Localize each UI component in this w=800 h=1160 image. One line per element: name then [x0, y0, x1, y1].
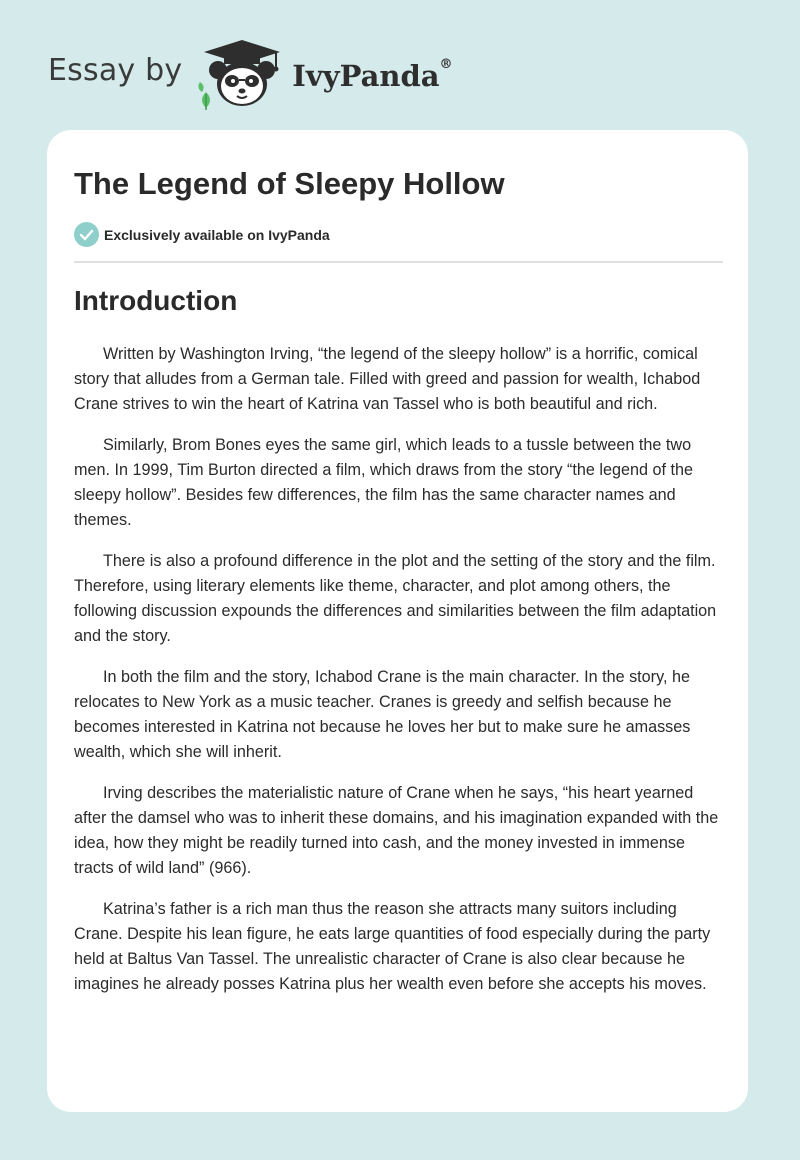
paragraph: There is also a profound difference in the plot and the setting of the story and the film. Therefore, using literary elements like theme, character, and plot among others, the following discussion expounds the differences and similarities between the film adaptation and the story.	[74, 552, 717, 645]
paragraph: In both the film and the story, Ichabod Crane is the main character. In the story, he relocates to New York as a music teacher. Cranes is greedy and selfish because he becomes interested in Katrina not because he loves her but to make sure he amasses wealth, which she will inherit.	[74, 668, 691, 761]
check-icon	[74, 222, 99, 247]
paragraph: Written by Washington Irving, “the legend of the sleepy hollow” is a horrific, comical story that alludes from a German tale. Filled with greed and passion for wealth, Ichabod Crane strives to win the heart of Katrina van Tassel who is both beautiful and rich.	[74, 345, 701, 413]
page-title: The Legend of Sleepy Hollow	[74, 166, 505, 201]
brand-name[interactable]	[292, 59, 452, 93]
exclusive-badge	[74, 222, 330, 247]
section-heading: Introduction	[74, 285, 238, 316]
title-divider	[74, 261, 723, 263]
paragraph: Katrina’s father is a rich man thus the reason she attracts many suitors including Crane. Despite his lean figure, he eats large quantities of food especially during the party held at Baltus Van Tassel. The unrealistic character of Crane is also clear because he imagines he already posses Katrina plus her wealth even before she accepts his moves.	[74, 900, 711, 993]
article-card	[47, 130, 748, 1112]
paragraph: Similarly, Brom Bones eyes the same girl, which leads to a tussle between the two men. In 1999, Tim Burton directed a film, which draws from the story “the legend of the sleepy hollow”. Besides few differences, the film has the same character names and themes.	[74, 436, 694, 529]
exclusive-badge-label: Exclusively available on IvyPanda	[104, 226, 330, 243]
brand-text: IvyPanda	[292, 59, 440, 93]
registered-mark: ®	[439, 57, 453, 72]
article-body	[74, 342, 724, 1013]
site-header	[48, 36, 453, 112]
essay-by-label: Essay by	[48, 52, 183, 88]
panda-graduate-logo-icon[interactable]	[196, 36, 288, 112]
paragraph: Irving describes the materialistic nature of Crane when he says, “his heart yearned after the damsel who was to inherit these domains, and his imagination expanded with the idea, how they might be readily turned into cash, and the money invested in immense tracts of wild land” (966).	[74, 784, 719, 877]
